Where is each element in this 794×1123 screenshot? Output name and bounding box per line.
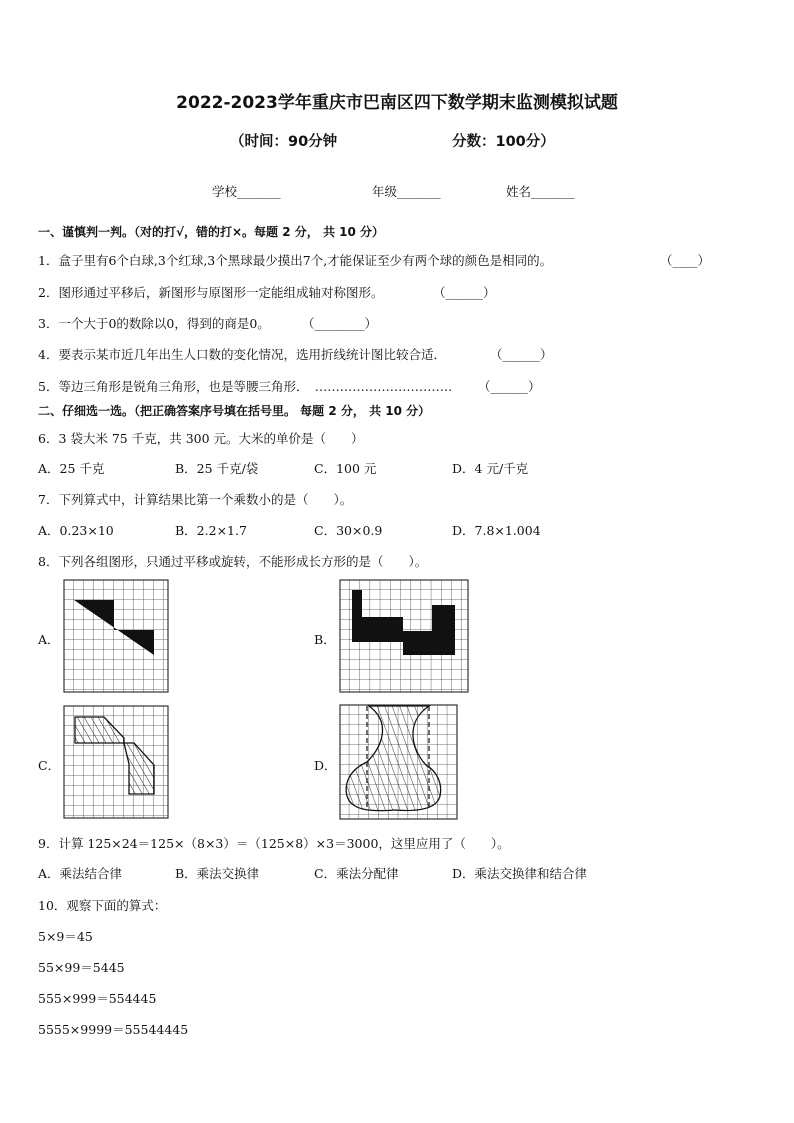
figure-b[interactable] bbox=[339, 579, 469, 693]
question-7: 7．下列算式中，计算结果比第一个乘数小的是（ ）。 bbox=[38, 492, 353, 507]
question-9: 9．计算 125×24＝125×（8×3）＝（125×8）×3＝3000，这里应用了（ ）。 bbox=[38, 836, 510, 851]
q9-option-d[interactable]: D．乘法交换律和结合律 bbox=[452, 866, 588, 881]
q6-option-b[interactable]: B．25 千克/袋 bbox=[175, 461, 259, 476]
page-title: 2022-2023学年重庆市巴南区四下数学期末监测模拟试题 bbox=[176, 93, 618, 113]
q6-option-c[interactable]: C．100 元 bbox=[314, 461, 377, 476]
grade-field[interactable]: 年级_______ bbox=[372, 184, 441, 199]
question-6: 6．3 袋大米 75 千克，共 300 元。大米的单价是（ ） bbox=[38, 431, 364, 446]
exam-time: （时间：90分钟 bbox=[230, 134, 338, 150]
q8-option-b-label[interactable]: B． bbox=[314, 632, 336, 647]
q7-option-c[interactable]: C．30×0.9 bbox=[314, 523, 383, 538]
section2-heading: 二、仔细选一选。（把正确答案序号填在括号里。 每题 2 分， 共 10 分） bbox=[38, 404, 431, 418]
answer-blank-5[interactable]: （______） bbox=[478, 379, 541, 394]
question-10: 10．观察下面的算式： bbox=[38, 898, 167, 913]
q8-option-a-label[interactable]: A． bbox=[38, 632, 60, 647]
q7-option-b[interactable]: B．2.2×1.7 bbox=[175, 523, 247, 538]
section1-heading: 一、谨慎判一判。（对的打√，错的打×。每题 2 分， 共 10 分） bbox=[38, 225, 384, 239]
exam-score: 分数：100分） bbox=[452, 134, 555, 150]
school-field[interactable]: 学校_______ bbox=[212, 184, 281, 199]
question-5: 5．等边三角形是锐角三角形，也是等腰三角形． …………………………… bbox=[38, 379, 453, 394]
q6-option-d[interactable]: D．4 元/千克 bbox=[452, 461, 529, 476]
q10-equation-1: 5×9＝45 bbox=[38, 929, 93, 944]
figure-d[interactable] bbox=[339, 704, 458, 820]
q8-option-d-label[interactable]: D． bbox=[314, 758, 337, 773]
question-1: 1．盒子里有6个白球,3个红球,3个黑球最少摸出7个,才能保证至少有两个球的颜色是相同的。 bbox=[38, 253, 553, 268]
answer-blank-3[interactable]: （________） bbox=[302, 316, 378, 331]
q10-equation-3: 555×999＝554445 bbox=[38, 991, 157, 1006]
q10-equation-4: 5555×9999＝55544445 bbox=[38, 1022, 189, 1037]
q9-option-c[interactable]: C．乘法分配律 bbox=[314, 866, 399, 881]
question-4: 4．要表示某市近几年出生人口数的变化情况，选用折线统计图比较合适． bbox=[38, 347, 446, 362]
figure-a[interactable] bbox=[63, 579, 169, 693]
q7-option-a[interactable]: A．0.23×10 bbox=[38, 523, 114, 538]
q10-equation-2: 55×99＝5445 bbox=[38, 960, 125, 975]
q7-option-d[interactable]: D．7.8×1.004 bbox=[452, 523, 541, 538]
answer-blank-2[interactable]: （______） bbox=[433, 285, 496, 300]
q8-option-c-label[interactable]: C． bbox=[38, 758, 61, 773]
question-3: 3．一个大于0的数除以0，得到的商是0。 bbox=[38, 316, 270, 331]
answer-blank-4[interactable]: （______） bbox=[490, 347, 553, 362]
q9-option-a[interactable]: A．乘法结合律 bbox=[38, 866, 123, 881]
question-2: 2．图形通过平移后，新图形与原图形一定能组成轴对称图形。 bbox=[38, 285, 384, 300]
question-8: 8．下列各组图形，只通过平移或旋转，不能形成长方形的是（ ）。 bbox=[38, 554, 428, 569]
q6-option-a[interactable]: A．25 千克 bbox=[38, 461, 105, 476]
name-field[interactable]: 姓名_______ bbox=[506, 184, 575, 199]
figure-c[interactable] bbox=[63, 705, 169, 819]
answer-blank-1[interactable]: （____） bbox=[660, 253, 711, 268]
q9-option-b[interactable]: B．乘法交换律 bbox=[175, 866, 260, 881]
